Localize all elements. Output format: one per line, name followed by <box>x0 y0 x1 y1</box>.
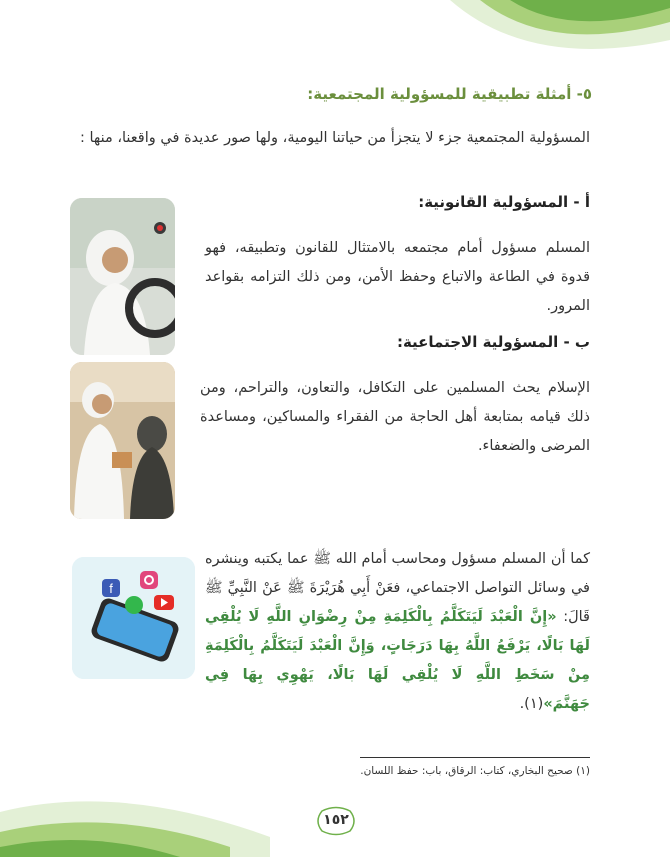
bottom-corner-ornament <box>0 787 270 857</box>
instagram-icon <box>140 571 158 589</box>
footnote: (١) صحيح البخاري، كتاب: الرقاق، باب: حفظ اللسان. <box>360 765 590 777</box>
top-corner-ornament <box>410 0 670 70</box>
driver-photo <box>70 198 175 355</box>
legal-responsibility-text: المسلم مسؤول أمام مجتمعه بالامتثال للقانون وتطبيقه، فهو قدوة في الطاعة والاتباع وحفظ الأمن، ومن ذلك التزامه بقواعد المرور. <box>205 240 590 314</box>
intro-paragraph: المسؤولية المجتمعية جزء لا يتجزأ من حياتنا اليومية، ولها صور عديدة في واقعنا، منها : <box>79 130 590 146</box>
page-number <box>316 806 356 836</box>
page-number-text: ١٥٢ <box>323 812 349 828</box>
legal-responsibility-title: أ - المسؤولية القانونية: <box>418 193 590 211</box>
footnote-reference: (١). <box>519 696 544 712</box>
hadith-quote: «إِنَّ الْعَبْدَ لَيَتَكَلَّمُ بِالْكَلِمَةِ مِنْ رِضْوَانِ اللَّهِ لَا يُلْقِي لَهَا بَالًا، يَرْفَعُ اللَّهُ بِهَا دَرَجَاتٍ، وَإِنَّ الْعَبْدَ لَيَتَكَلَّمُ بِالْكَلِمَةِ مِنْ سَخَطِ اللَّهِ لَا يُلْقِي لَهَا بَالًا، يَهْوِي بِهَا فِي جَهَنَّمَ» <box>205 609 590 712</box>
social-responsibility-text: الإسلام يحث المسلمين على التكافل، والتعاون، والتراحم، ومن ذلك قيامه بمتابعة أهل الحاجة من الفقراء والمساكين، ومساعدة المرضى والضعفاء. <box>200 380 590 454</box>
whatsapp-icon <box>125 596 143 614</box>
social-media-paragraph <box>205 545 590 719</box>
social-media-phone-illustration <box>72 557 195 679</box>
svg-text:f: f <box>109 581 113 596</box>
section-heading: ٥- أمثلة تطبيقية للمسؤولية المجتمعية: <box>307 85 592 103</box>
social-media-text: كما أن المسلم مسؤول ومحاسب أمام الله ﷺ عما يكتبه وينشره في وسائل التواصل الاجتماعي، فعَنْ أَبِي هُرَيْرَةَ ﷺ عَنْ النَّبِيِّ ﷺ قَالَ: <box>205 551 590 625</box>
social-responsibility-title: ب - المسؤولية الاجتماعية: <box>396 333 590 351</box>
footnote-divider <box>360 757 590 758</box>
charity-photo <box>70 362 175 519</box>
